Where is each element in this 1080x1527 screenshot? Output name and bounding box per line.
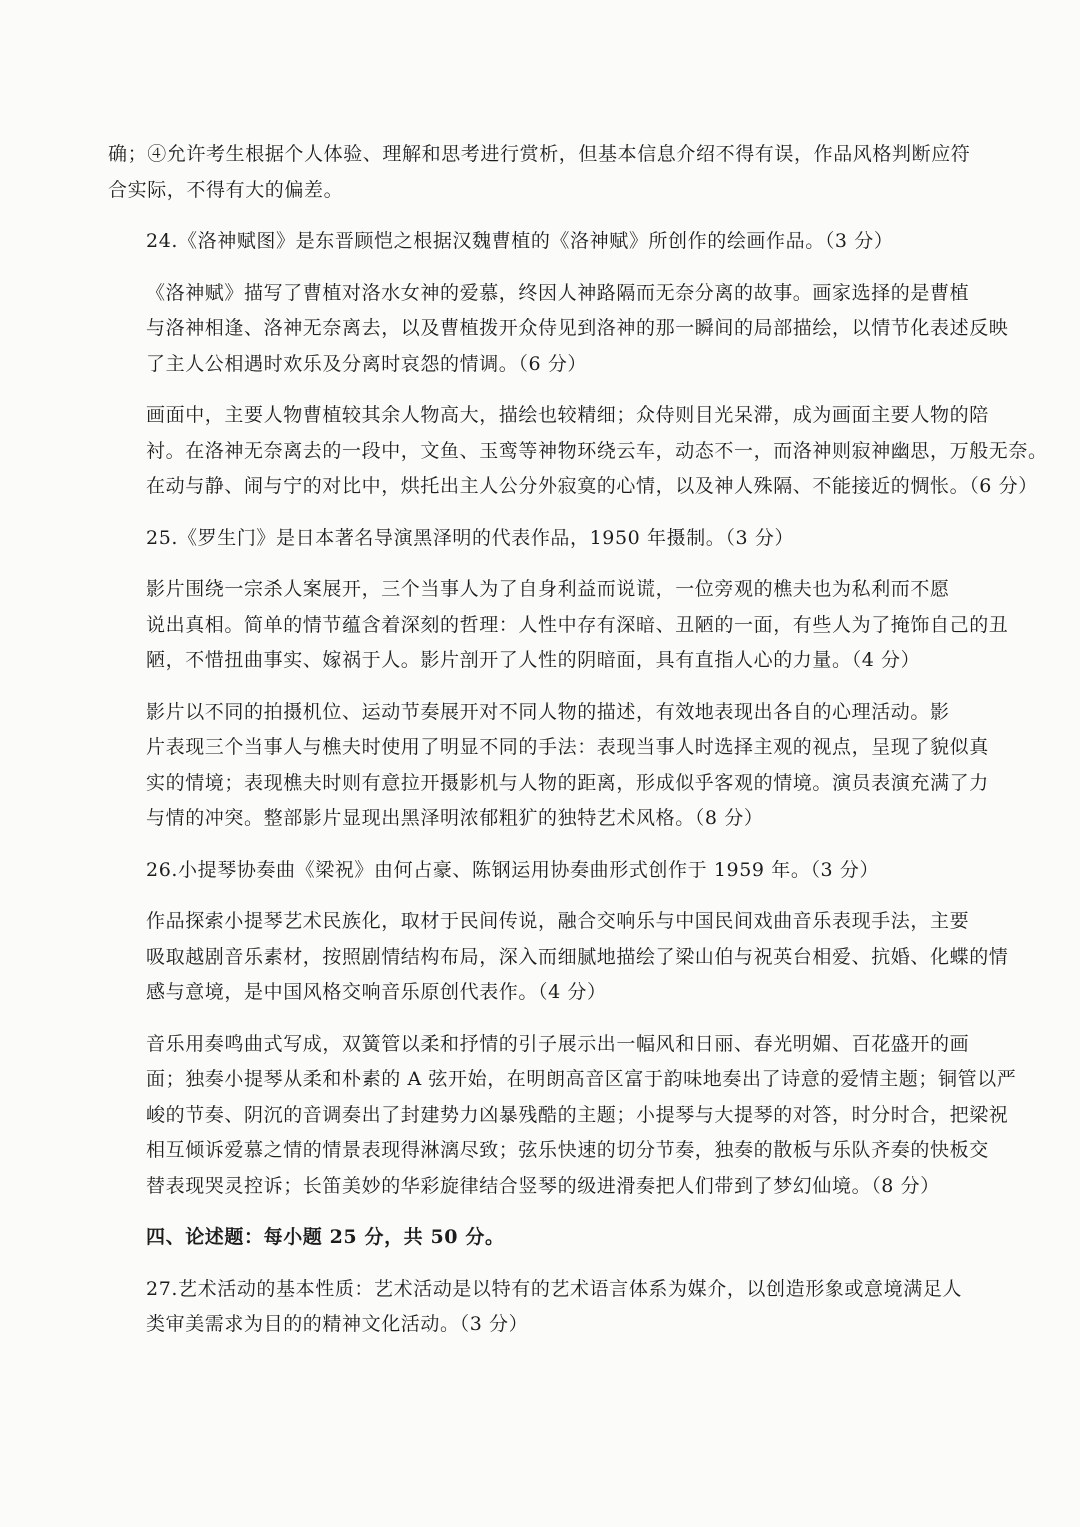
- section-heading: [108, 1220, 998, 1256]
- text-line: 相互倾诉爱慕之情的情景表现得淋漓尽致；弦乐快速的切分节奏，独奏的散板与乐队齐奏的快板交: [146, 1139, 989, 1161]
- text-line: 衬。在洛神无奈离去的一段中，文鱼、玉鸾等神物环绕云车，动态不一，而洛神则寂神幽思，万般无奈。: [146, 439, 1048, 462]
- text-line: 峻的节奏、阴沉的音调奏出了封建势力凶暴残酷的主题；小提琴与大提琴的对答，时分时合，把梁祝: [146, 1103, 1009, 1126]
- paragraph: [108, 276, 1009, 383]
- text-line: 吸取越剧音乐素材，按照剧情结构布局，深入而细腻地描绘了梁山伯与祝英台相爱、抗婚、化蝶的情: [146, 945, 1009, 968]
- text-line: 画面中，主要人物曹植较其余人物高大，描绘也较精细；众侍则目光呆滞，成为画面主要人物的陪: [146, 404, 989, 426]
- text-line: 作品探索小提琴艺术民族化，取材于民间传说，融合交响乐与中国民间戏曲音乐表现手法，主要: [146, 910, 970, 932]
- paragraph: [108, 137, 998, 208]
- text-line: 合实际，不得有大的偏差。: [108, 178, 344, 201]
- text-line: 说出真相。简单的情节蕴含着深刻的哲理：人性中存有深暗、丑陋的一面，有些人为了掩饰自己的丑: [146, 613, 1009, 636]
- text-line: 24.《洛神赋图》是东晋顾恺之根据汉魏曹植的《洛神赋》所创作的绘画作品。（3 分）: [146, 230, 894, 252]
- text-line: 26.小提琴协奏曲《梁祝》由何占豪、陈钢运用协奏曲形式创作于 1959 年。（3 分）: [146, 858, 880, 881]
- paragraph: [108, 521, 998, 557]
- text-line: 感与意境，是中国风格交响音乐原创代表作。（4 分）: [146, 981, 607, 1003]
- text-line: 《洛神赋》描写了曹植对洛水女神的爱慕，终因人神路隔而无奈分离的故事。画家选择的是曹植: [146, 281, 970, 304]
- text-line: 影片以不同的拍摄机位、运动节奏展开对不同人物的描述，有效地表现出各自的心理活动。影: [146, 700, 950, 723]
- paragraph: [108, 695, 998, 837]
- text-line: 与洛神相逢、洛神无奈离去，以及曹植拨开众侍见到洛神的那一瞬间的局部描绘，以情节化表述反映: [146, 317, 1009, 339]
- paragraph: [108, 904, 1009, 1011]
- paragraph: [108, 572, 1009, 679]
- text-line: 影片围绕一宗杀人案展开，三个当事人为了自身利益而说谎，一位旁观的樵夫也为私利而不愿: [146, 578, 950, 600]
- text-line: 四、论述题：每小题 25 分，共 50 分。: [146, 1226, 505, 1248]
- text-line: 了主人公相遇时欢乐及分离时哀怨的情调。（6 分）: [146, 352, 588, 375]
- paragraph: [108, 1272, 998, 1343]
- text-line: 音乐用奏鸣曲式写成，双簧管以柔和抒情的引子展示出一幅风和日丽、春光明媚、百花盛开的画: [146, 1032, 970, 1055]
- text-line: 确；④允许考生根据个人体验、理解和思考进行赏析，但基本信息介绍不得有误，作品风格判断应符: [108, 143, 971, 165]
- text-line: 片表现三个当事人与樵夫时使用了明显不同的手法：表现当事人时选择主观的视点，呈现了貌似真: [146, 736, 989, 758]
- text-line: 27.艺术活动的基本性质：艺术活动是以特有的艺术语言体系为媒介，以创造形象或意境满足人: [146, 1277, 963, 1300]
- text-line: 面；独奏小提琴从柔和朴素的 A 弦开始，在明朗高音区富于韵味地奏出了诗意的爱情主题；铜管以严: [146, 1068, 1017, 1090]
- paragraph: [108, 1027, 1017, 1205]
- text-line: 替表现哭灵控诉；长笛美妙的华彩旋律结合竖琴的级进滑奏把人们带到了梦幻仙境。（8 分）: [146, 1174, 940, 1197]
- text-line: 类审美需求为目的的精神文化活动。（3 分）: [146, 1313, 529, 1335]
- paragraph: [108, 224, 998, 260]
- text-line: 陋，不惜扭曲事实、嫁祸于人。影片剖开了人性的阴暗面，具有直指人心的力量。（4 分）: [146, 649, 921, 671]
- text-line: 25.《罗生门》是日本著名导演黑泽明的代表作品，1950 年摄制。（3 分）: [146, 526, 795, 549]
- text-line: 在动与静、闹与宁的对比中，烘托出主人公分外寂寞的心情，以及神人殊隔、不能接近的惆怅。（6 分）: [146, 475, 1038, 497]
- paragraph: [108, 853, 998, 889]
- paragraph: [108, 398, 1048, 505]
- text-line: 与情的冲突。整部影片显现出黑泽明浓郁粗犷的独特艺术风格。（8 分）: [146, 807, 764, 829]
- text-line: 实的情境；表现樵夫时则有意拉开摄影机与人物的距离，形成似乎客观的情境。演员表演充满了力: [146, 771, 989, 794]
- answer-text-body: [108, 137, 1048, 1359]
